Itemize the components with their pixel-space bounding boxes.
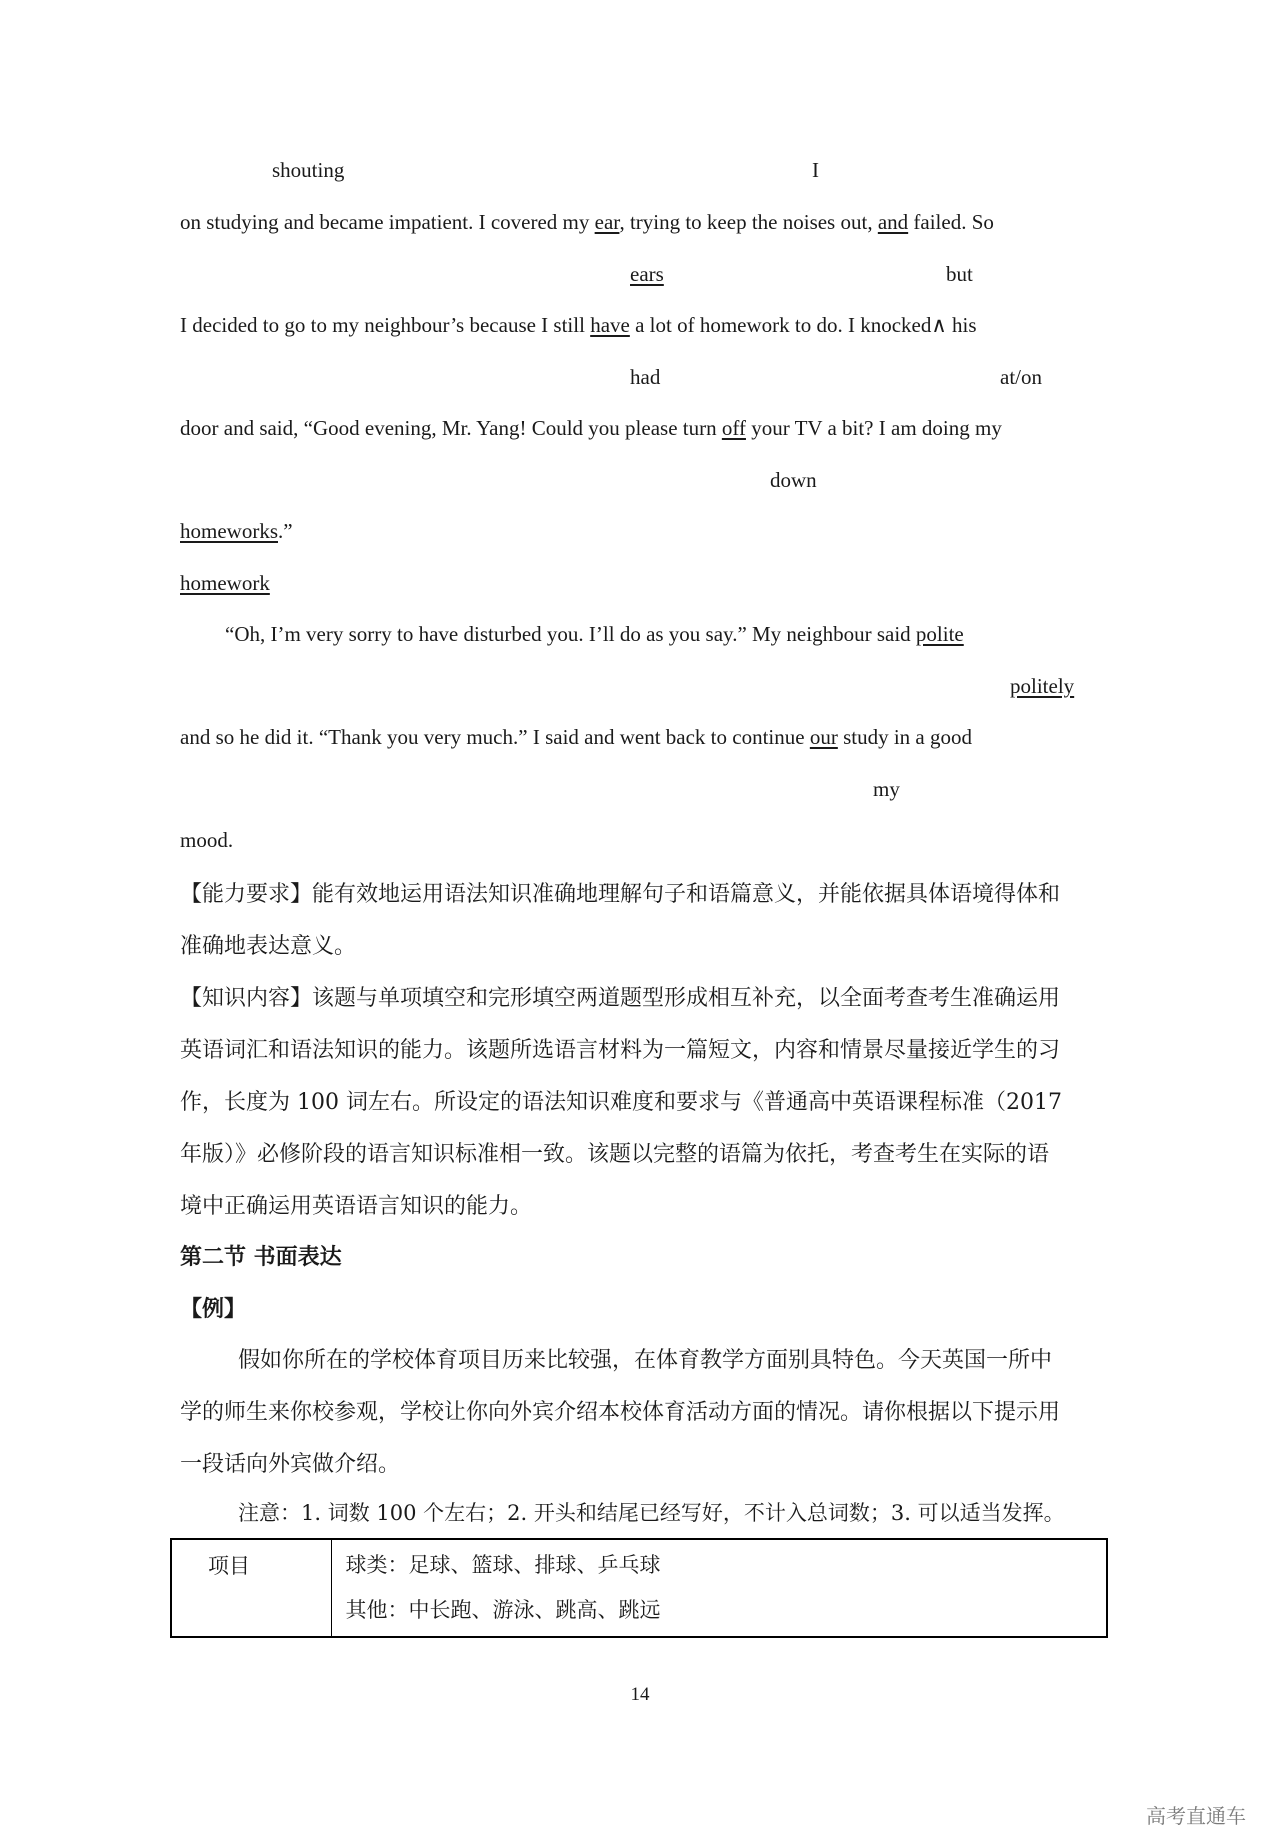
- knowledge-line-4: 年版）》必修阶段的语言知识标准相一致。该题以完整的语篇为依托，考查考生在实际的语: [180, 1142, 1050, 1167]
- knowledge-label: 【知识内容】: [180, 986, 313, 1011]
- ability-label: 【能力要求】: [180, 882, 313, 907]
- section-title: 第二节 书面表达: [180, 1244, 342, 1270]
- passage-line-5: “Oh, I’m very sorry to have disturbed you. I’ll do as you say.” My neighbour said polite: [225, 622, 964, 646]
- correction-homework: homework: [180, 571, 270, 595]
- passage-line-4: homeworks.”: [180, 519, 293, 543]
- correction-had: had: [630, 365, 661, 389]
- correction-at-on: at/on: [1000, 365, 1042, 389]
- ability-line-1: 【能力要求】能有效地运用语法知识准确地理解句子和语篇意义，并能依据具体语境得体和: [180, 882, 1061, 907]
- knowledge-line-3: 作，长度为 100 词左右。所设定的语法知识难度和要求与《普通高中英语课程标准（2017: [180, 1090, 1062, 1115]
- error-polite: polite: [915, 622, 964, 646]
- error-off: off: [721, 416, 746, 440]
- knowledge-line-5: 境中正确运用英语语言知识的能力。: [180, 1194, 533, 1219]
- passage-line-3: door and said, “Good evening, Mr. Yang! Could you please turn off your TV a bit? I am doing my: [180, 416, 1002, 440]
- correction-i: I: [812, 158, 819, 182]
- knowledge-line-2: 英语词汇和语法知识的能力。该题所选语言材料为一篇短文，内容和情景尽量接近学生的习: [180, 1038, 1061, 1063]
- table-row-others: 其他：中长跑、游泳、跳高、跳远: [345, 1598, 661, 1622]
- table-header-cell: 项目: [171, 1539, 331, 1637]
- correction-down: down: [770, 468, 817, 492]
- prompt-line-1: 假如你所在的学校体育项目历来比较强，在体育教学方面别具特色。今天英国一所中: [238, 1348, 1053, 1373]
- prompt-line-3: 一段话向外宾做介绍。: [180, 1452, 401, 1477]
- table-row-ball-games: 球类：足球、篮球、排球、乒乓球: [345, 1553, 661, 1577]
- correction-ears: ears: [630, 262, 664, 286]
- error-have: have: [590, 313, 630, 337]
- example-label: 【例】: [180, 1296, 247, 1322]
- correction-politely: politely: [1010, 674, 1075, 698]
- prompt-line-2: 学的师生来你校参观，学校让你向外宾介绍本校体育活动方面的情况。请你根据以下提示用: [180, 1400, 1061, 1425]
- passage-line-7: mood.: [180, 828, 234, 852]
- passage-line-6: and so he did it. “Thank you very much.” I said and went back to continue our study in a good: [180, 725, 972, 749]
- error-homeworks: homeworks: [180, 519, 278, 543]
- passage-line-1: on studying and became impatient. I covered my ear, trying to keep the noises out, and failed. So: [180, 210, 994, 234]
- correction-but: but: [946, 262, 973, 286]
- page-number: 14: [630, 1684, 650, 1705]
- ability-line-2: 准确地表达意义。: [180, 934, 357, 959]
- passage-line-2: I decided to go to my neighbour’s because I still have a lot of homework to do. I knocked∧ his: [180, 313, 977, 337]
- knowledge-line-1: 【知识内容】该题与单项填空和完形填空两道题型形成相互补充，以全面考查考生准确运用: [180, 986, 1061, 1011]
- error-our: our: [809, 725, 838, 749]
- watermark: 高考直通车: [1146, 1804, 1246, 1828]
- correction-my: my: [873, 777, 900, 801]
- error-ear: ear: [594, 210, 620, 234]
- correction-shouting: shouting: [272, 158, 345, 182]
- error-and: and: [877, 210, 909, 234]
- items-table: [170, 1538, 1108, 1638]
- note-line: 注意：1. 词数 100 个左右；2. 开头和结尾已经写好，不计入总词数；3. 可以适当发挥。: [238, 1501, 1065, 1525]
- table-content-cell: [331, 1539, 1107, 1637]
